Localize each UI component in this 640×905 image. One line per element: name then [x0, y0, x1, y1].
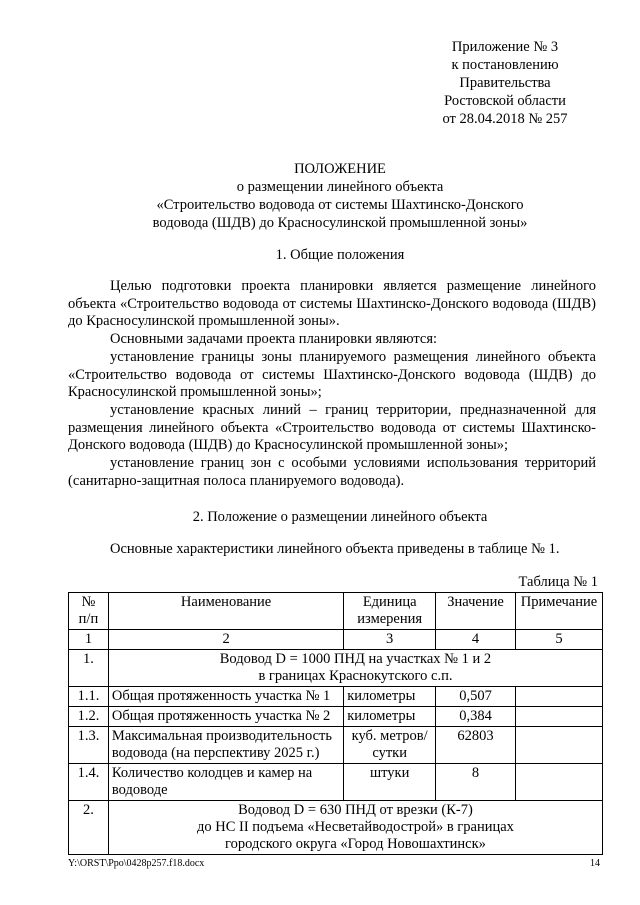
section-title-line: Водовод D = 630 ПНД от врезки (К-7) — [238, 802, 473, 818]
row-value: 62803 — [436, 727, 516, 764]
section-title-line: Водовод D = 1000 ПНД на участках № 1 и 2 — [219, 651, 492, 667]
header-text: Единица — [362, 594, 417, 610]
row-value: 0,507 — [436, 687, 516, 707]
section-title-cell — [108, 650, 602, 687]
page-number: 14 — [590, 858, 600, 869]
header-cell — [344, 593, 436, 630]
table-row — [69, 687, 603, 707]
row-number: 1.2. — [69, 707, 109, 727]
header-cell: Значение — [436, 593, 516, 630]
row-name: Максимальная производительность водовода (на перспективу 2025 г.) — [108, 727, 343, 764]
section-title-line: городского округа «Город Новошахтинск» — [225, 836, 486, 852]
row-note — [516, 727, 603, 764]
header-text: п/п — [78, 611, 99, 627]
section-title-line: в границах Краснокутского с.п. — [258, 668, 453, 684]
header-text: измерения — [357, 611, 423, 627]
appendix-block — [405, 38, 605, 128]
row-number: 1.3. — [69, 727, 109, 764]
column-number: 1 — [69, 630, 109, 650]
row-unit: штуки — [344, 764, 436, 801]
header-text: № — [81, 594, 96, 610]
row-unit: километры — [344, 687, 436, 707]
header-cell: Примечание — [516, 593, 603, 630]
appendix-line: от 28.04.2018 № 257 — [442, 111, 568, 127]
column-number: 2 — [108, 630, 343, 650]
column-number-row — [69, 630, 603, 650]
row-unit: куб. метров/ сутки — [344, 727, 436, 764]
paragraph: Основными задачами проекта планировки являются: — [110, 331, 438, 347]
paragraph: Основные характеристики линейного объекта приведены в таблице № 1. — [110, 541, 560, 557]
row-value: 8 — [436, 764, 516, 801]
table-header-row — [69, 593, 603, 630]
row-note — [516, 687, 603, 707]
document-subtitle: о размещении линейного объекта — [236, 179, 444, 195]
appendix-line: Ростовской области — [444, 93, 566, 109]
column-number: 5 — [516, 630, 603, 650]
paragraph: установление границы зоны планируемого размещения линейного объекта «Строительство водовода от системы Шахтинско-Донского водовода (ШДВ) до Красносулинской промышленной зоны»; — [68, 349, 596, 401]
section-heading: 2. Положение о размещении линейного объекта — [192, 509, 488, 525]
characteristics-table — [68, 592, 603, 855]
appendix-line: Правительства — [459, 75, 551, 91]
paragraph: Целью подготовки проекта планировки является размещение линейного объекта «Строительство водовода от системы Шахтинско-Донского водовода (ШДВ) до Красносулинской промышленной зоны». — [68, 278, 596, 330]
header-cell — [69, 593, 109, 630]
header-cell: Наименование — [108, 593, 343, 630]
row-name: Количество колодцев и камер на водоводе — [108, 764, 343, 801]
row-number: 1.1. — [69, 687, 109, 707]
paragraph: установление границ зон с особыми условиями использования территорий (санитарно-защитная полоса планируемого водовода). — [68, 455, 596, 489]
table-section-row — [69, 801, 603, 855]
row-unit: километры — [344, 707, 436, 727]
table-section-row — [69, 650, 603, 687]
appendix-line: к постановлению — [451, 57, 559, 73]
row-note — [516, 764, 603, 801]
row-name: Общая протяженность участка № 1 — [108, 687, 343, 707]
column-number: 4 — [436, 630, 516, 650]
document-title: ПОЛОЖЕНИЕ — [294, 161, 386, 177]
appendix-line: Приложение № 3 — [451, 39, 559, 55]
row-number: 2. — [69, 801, 109, 855]
table-row — [69, 707, 603, 727]
row-number: 1.4. — [69, 764, 109, 801]
table-row — [69, 727, 603, 764]
paragraph: установление красных линий – границ территории, предназначенной для размещения линейного объекта «Строительство водовода от системы Шахтинско-Донского водовода (ШДВ) до Красносулинской промышленной зоны»; — [68, 402, 596, 454]
section-title-line: до НС II подъема «Несветайводострой» в границах — [196, 819, 514, 835]
row-number: 1. — [69, 650, 109, 687]
document-subtitle: водовода (ШДВ) до Красносулинской промышленной зоны» — [152, 215, 528, 231]
table-caption: Таблица № 1 — [518, 574, 598, 590]
table-row — [69, 764, 603, 801]
section-title-cell — [108, 801, 602, 855]
footer-file-path: Y:\ORST\Ppo\0428p257.f18.docx — [68, 858, 205, 869]
section-heading: 1. Общие положения — [275, 247, 405, 263]
column-number: 3 — [344, 630, 436, 650]
document-subtitle: «Строительство водовода от системы Шахтинско-Донского — [156, 197, 524, 213]
row-name: Общая протяженность участка № 2 — [108, 707, 343, 727]
row-value: 0,384 — [436, 707, 516, 727]
row-note — [516, 707, 603, 727]
